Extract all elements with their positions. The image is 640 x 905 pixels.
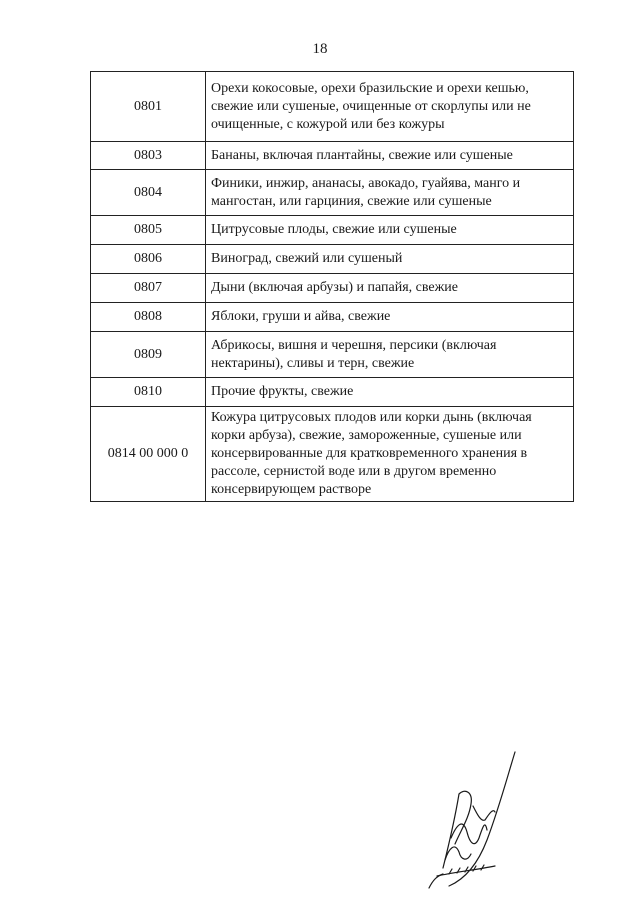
commodity-description: Бананы, включая плантайны, свежие или сушеные	[206, 142, 574, 170]
handwritten-signature	[415, 748, 535, 893]
commodity-description: Яблоки, груши и айва, свежие	[206, 303, 574, 332]
commodity-description: Виноград, свежий или сушеный	[206, 245, 574, 274]
commodity-code: 0807	[91, 274, 206, 303]
commodity-code: 0814 00 000 0	[91, 407, 206, 502]
goods-table	[90, 71, 574, 502]
commodity-description: Дыни (включая арбузы) и папайя, свежие	[206, 274, 574, 303]
table-row	[91, 170, 574, 216]
commodity-description: Орехи кокосовые, орехи бразильские и орехи кешью, свежие или сушеные, очищенные от скорлупы или не очищенные, с кожурой или без кожуры	[206, 72, 574, 142]
table-row	[91, 407, 574, 502]
commodity-code: 0809	[91, 332, 206, 378]
commodity-code: 0806	[91, 245, 206, 274]
table-row	[91, 142, 574, 170]
table-row	[91, 378, 574, 407]
commodity-code: 0808	[91, 303, 206, 332]
commodity-code: 0803	[91, 142, 206, 170]
commodity-code: 0804	[91, 170, 206, 216]
table-row	[91, 72, 574, 142]
commodity-description: Цитрусовые плоды, свежие или сушеные	[206, 216, 574, 245]
commodity-code: 0805	[91, 216, 206, 245]
commodity-description: Кожура цитрусовых плодов или корки дынь (включая корки арбуза), свежие, замороженные, сушеные или консервированные для кратковременного хранения в рассоле, сернистой воде или в другом временно консервирующем растворе	[206, 407, 574, 502]
table-row	[91, 332, 574, 378]
commodity-description: Прочие фрукты, свежие	[206, 378, 574, 407]
commodity-description: Абрикосы, вишня и черешня, персики (включая нектарины), сливы и терн, свежие	[206, 332, 574, 378]
table-row	[91, 216, 574, 245]
table-row	[91, 274, 574, 303]
page-number: 18	[312, 41, 328, 57]
commodity-code: 0810	[91, 378, 206, 407]
commodity-description: Финики, инжир, ананасы, авокадо, гуайява, манго и мангостан, или гарциния, свежие или сушеные	[206, 170, 574, 216]
table-row	[91, 245, 574, 274]
table-row	[91, 303, 574, 332]
commodity-code: 0801	[91, 72, 206, 142]
